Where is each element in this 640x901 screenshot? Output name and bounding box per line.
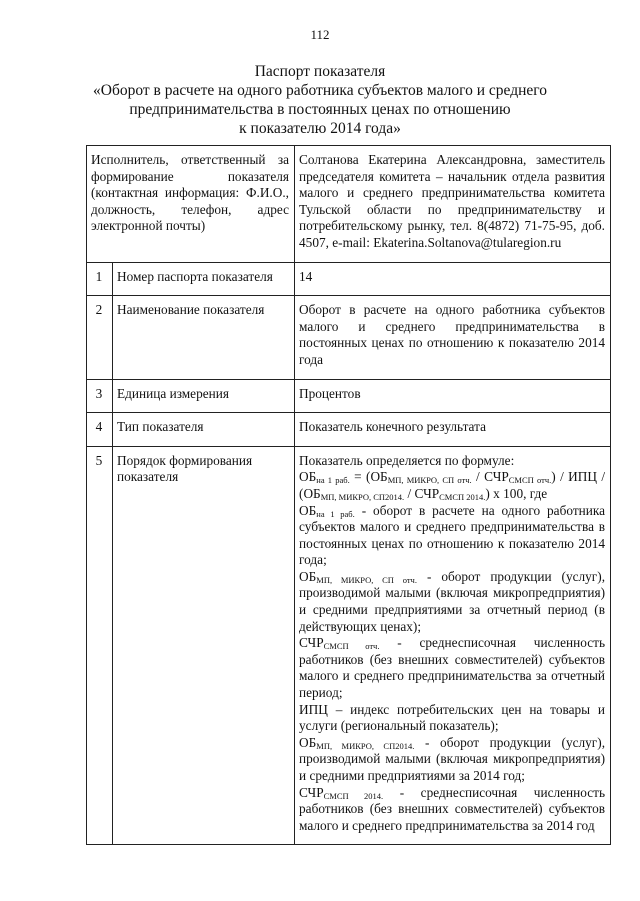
executor-value: Солтанова Екатерина Александровна, заместитель председателя комитета – начальник отдела развития малого и среднего предпринимательства комитета Тульской области по предпринимательству и потребительскому рынку, тел. 8(4872) 71-75-95, доб. 4507, e-mail: Ekaterina.Soltanova@tularegion.ru bbox=[295, 146, 611, 263]
passport-table bbox=[86, 145, 611, 845]
row-label: Номер паспорта показателя bbox=[113, 262, 295, 296]
table-row bbox=[87, 413, 611, 447]
definition-turnover-2014: $ОБ_{МП, МИКРО, СП2014.}$ - оборот продукции (услуг), производимой малыми (включая микропредприятия) и средними предприятиями за 2014 год; bbox=[299, 734, 606, 783]
document-title bbox=[60, 62, 580, 138]
definition-cpi: ИПЦ – индекс потребительских цен на товары и услуги (региональный показатель); bbox=[299, 701, 606, 734]
formula-intro: Показатель определяется по формуле: bbox=[299, 452, 515, 468]
row-label: Порядок формирования показателя bbox=[113, 446, 295, 845]
definition-per-worker: $ОБ_{на 1 раб.}$ - оборот в расчете на одного работника субъектов малого и среднего предпринимательства в постоянных ценах по отношению к показателю 2014 года; bbox=[299, 502, 606, 568]
formula-row bbox=[87, 446, 611, 845]
table-row bbox=[87, 296, 611, 379]
executor-row bbox=[87, 146, 611, 263]
table-row bbox=[87, 379, 611, 413]
title-line-2: «Оборот в расчете на одного работника субъектов малого и среднего bbox=[93, 82, 547, 99]
title-line-1: Паспорт показателя bbox=[254, 63, 386, 80]
row-number: 2 bbox=[87, 296, 113, 379]
executor-label: Исполнитель, ответственный за формирование показателя (контактная информация: Ф.И.О., должность, телефон, адрес электронной почты) bbox=[87, 146, 295, 263]
row-number: 4 bbox=[87, 413, 113, 447]
row-value: 14 bbox=[295, 262, 611, 296]
title-line-3: предпринимательства в постоянных ценах по отношению bbox=[129, 101, 511, 118]
title-line-4: к показателю 2014 года» bbox=[239, 120, 401, 137]
definition-turnover-current: $ОБ_{МП, МИКРО, СП отч.}$ - оборот продукции (услуг), производимой малыми (включая микропредприятия) и средними предприятиями за отчетный период (в действующих ценах); bbox=[299, 568, 606, 634]
row-value: Показатель конечного результата bbox=[295, 413, 611, 447]
page-number: 112 bbox=[310, 27, 330, 42]
table-row bbox=[87, 262, 611, 296]
row-label: Единица измерения bbox=[113, 379, 295, 413]
row-number: 1 bbox=[87, 262, 113, 296]
definition-headcount-current: $СЧР_{СМСП отч.}$ - среднесписочная численность работников (без внешних совместителей) субъектов малого и среднего предпринимательства за отчетный период; bbox=[299, 635, 606, 701]
row-label: Тип показателя bbox=[113, 413, 295, 447]
formula: $ОБ_{на 1 раб.} = (ОБ_{МП, МИКРО, СП отч.} / СЧР_{СМСП отч.})$ / ИПЦ / $(ОБ_{МП, МИКРО, СП2014.} / СЧР_{СМСП 2014.})$ х 100, где bbox=[299, 469, 606, 502]
row-label: Наименование показателя bbox=[113, 296, 295, 379]
row-number: 3 bbox=[87, 379, 113, 413]
row-value: Оборот в расчете на одного работника субъектов малого и среднего предпринимательства в постоянных ценах по отношению к показателю 2014 года bbox=[295, 296, 611, 379]
definition-headcount-2014: $СЧР_{СМСП 2014.}$ - среднесписочная численность работников (без внешних совместителей) субъектов малого и среднего предпринимательства за 2014 год bbox=[299, 784, 606, 833]
formula-cell bbox=[295, 446, 611, 845]
row-number: 5 bbox=[87, 446, 113, 845]
row-value: Процентов bbox=[295, 379, 611, 413]
